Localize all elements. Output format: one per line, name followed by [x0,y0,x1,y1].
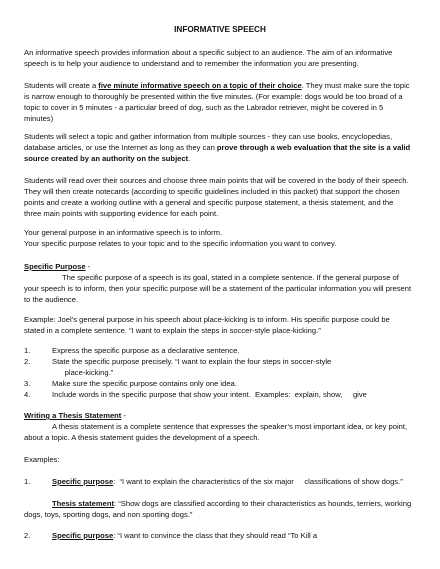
list-item-number: 4. [24,390,31,399]
specific-purpose-paragraph: The specific purpose of a speech is its goal, stated in a complete sentence. If the general purpose of your speech is to inform, then your specific purpose will be a statement of the particular information you will present to the audience. [24,273,412,304]
specific-purpose-heading [24,262,412,273]
example-number: 1. [24,477,31,486]
example-text [52,477,403,488]
list-item-text: Express the specific purpose as a declarative sentence. [52,346,240,355]
sources-emphasis: prove through a web evaluation that the site is a valid source created by an authority on the subject [24,142,411,163]
general-purpose-line: Your general purpose in an informative speech is to inform. [24,228,223,237]
example-body: : “I want to convince the class that they should read “To Kill a [113,531,318,540]
list-item-text: State the specific purpose precisely. “I want to explain the four steps in soccer-style [52,357,332,366]
example-text [52,531,317,542]
thesis-example-body: : “Show dogs are classified according to their characteristics as hounds, terriers, working dogs, toys, sporting dogs, and non sporting dogs.” [24,499,412,519]
examples-label: Examples: [24,455,60,464]
assignment-paragraph [24,81,412,125]
list-item-text: Make sure the specific purpose contains only one idea. [52,379,237,388]
example-number: 2. [24,531,31,540]
example-body: : “I want to explain the characteristics of the six major classifications of show dogs.” [113,477,403,486]
list-item-number: 1. [24,346,31,355]
thesis-example [24,499,412,521]
thesis-heading-suffix: - [121,411,126,420]
assignment-text-a: Students will create a [24,81,99,90]
specific-purpose-heading-text: Specific Purpose [24,262,86,271]
example-label: Specific purpose [52,531,114,540]
assignment-emphasis: five minute informative speech on a topic of their choice [98,81,302,90]
specific-purpose-heading-suffix: - [85,262,91,271]
thesis-example-label: Thesis statement [52,499,115,508]
sources-paragraph [24,132,412,165]
thesis-paragraph: A thesis statement is a complete sentence that expresses the speaker’s most important idea, or key point, about a topic. A thesis statement guides the development of a speech. [24,422,408,442]
sources-text-a: Students will select a topic and gather information from multiple sources - they can use books, encyclopedias, database articles, or use the Internet as long as they can [24,132,393,152]
sources-text-c: . [188,153,191,163]
intro-paragraph: An informative speech provides information about a specific subject to an audience. The aim of an informative speech is to help your audience to understand and to remember the information you are presenting. [24,48,393,68]
specific-purpose-line: Your specific purpose relates to your topic and to the specific information you want to convey. [24,239,337,248]
list-item-text: place-kicking.” [52,368,114,377]
assignment-text-c: . They must make sure the topic is narrow enough to thoroughly be presented within the five minutes. (For example: dogs would be too broad of a topic to cover in 5 minutes - a particular breed of dog, such as the Labrador retriever, might be covered in 5 minutes) [24,81,410,123]
list-item-number: 2. [24,357,31,366]
list-item-number: 3. [24,379,31,388]
list-item-text: Include words in the specific purpose that show your intent. Examples: explain, show, give [52,390,367,399]
thesis-heading-text: Writing a Thesis Statement [24,411,122,420]
example-label: Specific purpose [52,477,114,486]
main-points-paragraph: Students will read over their sources and choose three main points that will be covered in the body of their speech. They will then create notecards (according to specific guidelines included in this packet) that support the chosen points and create a working outline with a general and specific purpose statement, a thesis statement, and the three main points with supporting evidence for each point. [24,176,409,218]
document-title: INFORMATIVE SPEECH [174,25,266,34]
example-paragraph: Example: Joel’s general purpose in his speech about place-kicking is to inform. His specific purpose could be stated in a complete sentence. “I want to explain the steps in soccer-style place-kicking.” [24,315,390,335]
thesis-heading [24,411,412,422]
